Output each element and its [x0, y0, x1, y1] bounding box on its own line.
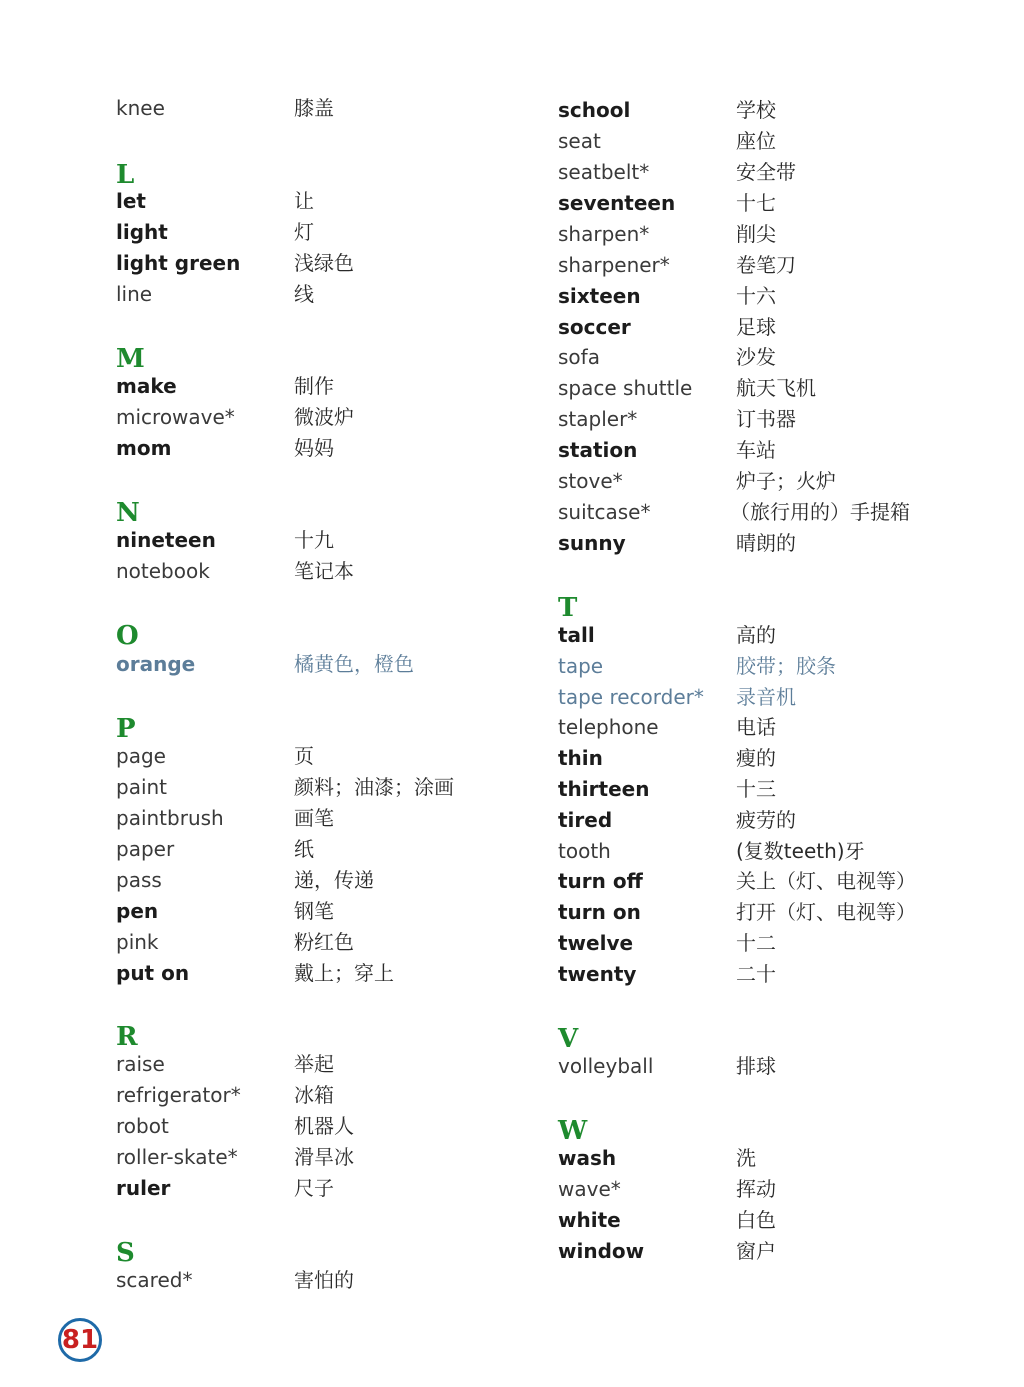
entry-row	[558, 1236, 978, 1267]
section-letter-w: W	[558, 1116, 588, 1146]
entry-meaning: 足球	[736, 315, 776, 339]
entry-word: pen	[116, 899, 159, 923]
entry-word: wave*	[558, 1177, 621, 1201]
entry-word: notebook	[116, 559, 210, 583]
entry-word: stapler*	[558, 407, 638, 431]
entry-word: station	[558, 438, 638, 462]
entry-meaning: 页	[294, 744, 314, 768]
entry-meaning: 打开（灯、电视等）	[736, 900, 916, 924]
entry-meaning: 笔记本	[294, 559, 354, 583]
entry-meaning: 炉子；火炉	[736, 469, 836, 493]
entry-meaning: 车站	[736, 438, 776, 462]
entry-row	[558, 528, 978, 559]
entry-row	[558, 466, 978, 497]
entry-meaning: 窗户	[736, 1239, 776, 1263]
entry-row	[558, 95, 978, 126]
entry-row	[558, 312, 978, 343]
entry-row	[558, 435, 978, 466]
entry-meaning: 挥动	[736, 1177, 776, 1201]
entry-meaning: 尺子	[294, 1176, 334, 1200]
entry-word: sunny	[558, 531, 626, 555]
entry-row	[558, 342, 978, 373]
entry-meaning: 关上（灯、电视等）	[736, 869, 916, 893]
entry-word: roller-skate*	[116, 1145, 238, 1169]
entry-word: thirteen	[558, 777, 650, 801]
entry-row	[558, 1174, 978, 1205]
entry-word: school	[558, 98, 631, 122]
entry-word: wash	[558, 1146, 617, 1170]
entry-meaning: 戴上；穿上	[294, 961, 394, 985]
entry-word: page	[116, 744, 166, 768]
section-letter-m: M	[116, 344, 145, 374]
entry-word: sofa	[558, 345, 600, 369]
entry-meaning: 递，传递	[294, 868, 374, 892]
entry-meaning: 瘦的	[736, 746, 776, 770]
entry-word: orange	[116, 652, 196, 676]
entry-meaning: 白色	[736, 1208, 776, 1232]
entry-meaning: 疲劳的	[736, 808, 796, 832]
entry-row	[558, 126, 978, 157]
entry-word: suitcase*	[558, 500, 651, 524]
entry-meaning: 制作	[294, 374, 334, 398]
entry-word: paintbrush	[116, 806, 224, 830]
entry-meaning: 排球	[736, 1054, 776, 1078]
entry-word: seventeen	[558, 191, 676, 215]
entry-meaning: 座位	[736, 129, 776, 153]
entry-meaning: 灯	[294, 220, 314, 244]
entry-meaning: 安全带	[736, 160, 796, 184]
entry-meaning: 航天飞机	[736, 376, 816, 400]
entry-word: twelve	[558, 931, 634, 955]
entry-meaning: 浅绿色	[294, 251, 354, 275]
entry-word: stove*	[558, 469, 623, 493]
section-letter-p: P	[116, 714, 136, 744]
entry-row	[558, 928, 978, 959]
page-number: 81	[58, 1318, 102, 1362]
entry-row	[558, 250, 978, 281]
entry-meaning: 滑旱冰	[294, 1145, 354, 1169]
entry-word: line	[116, 282, 153, 306]
entry-word: space shuttle	[558, 376, 693, 400]
entry-row	[558, 1143, 978, 1174]
entry-word: seatbelt*	[558, 160, 650, 184]
entry-word: tooth	[558, 839, 611, 863]
entry-row	[558, 897, 978, 928]
entry-row	[558, 620, 978, 651]
entry-word: volleyball	[558, 1054, 654, 1078]
entry-word: white	[558, 1208, 621, 1232]
entry-meaning: 十三	[736, 777, 776, 801]
entry-word: turn on	[558, 900, 641, 924]
entry-meaning: 沙发	[736, 345, 776, 369]
entry-word: pink	[116, 930, 159, 954]
entry-meaning: 录音机	[736, 685, 796, 709]
entry-row	[558, 836, 978, 867]
entry-word: mom	[116, 436, 172, 460]
entry-word: seat	[558, 129, 601, 153]
entry-word: microwave*	[116, 405, 235, 429]
entry-meaning: 颜料；油漆；涂画	[294, 775, 454, 799]
entry-meaning: 画笔	[294, 806, 334, 830]
entry-row	[558, 1051, 978, 1082]
entry-word: paint	[116, 775, 168, 799]
entry-row	[558, 959, 978, 990]
section-letter-t: T	[558, 593, 578, 623]
section-letter-n: N	[116, 498, 140, 528]
entry-word: scared*	[116, 1268, 193, 1292]
entry-word: put on	[116, 961, 190, 985]
entry-meaning: 削尖	[736, 222, 776, 246]
entry-row	[558, 188, 978, 219]
section-letter-s: S	[116, 1238, 135, 1268]
entry-row	[558, 774, 978, 805]
entry-meaning: 学校	[736, 98, 776, 122]
entry-row	[558, 743, 978, 774]
entry-row	[558, 281, 978, 312]
entry-meaning: 机器人	[294, 1114, 354, 1138]
entry-word: light green	[116, 251, 241, 275]
entry-row	[558, 404, 978, 435]
section-letter-l: L	[116, 160, 135, 190]
entry-row	[558, 157, 978, 188]
entry-row	[558, 712, 978, 743]
entry-meaning: （旅行用的）手提箱	[730, 500, 910, 524]
entry-word: sixteen	[558, 284, 641, 308]
entry-word: telephone	[558, 715, 659, 739]
entry-meaning: 微波炉	[294, 405, 354, 429]
entry-word: tired	[558, 808, 613, 832]
entry-row	[558, 219, 978, 250]
entry-row	[558, 805, 978, 836]
entry-word: tape	[558, 654, 604, 678]
entry-meaning: 害怕的	[294, 1268, 354, 1292]
entry-word: nineteen	[116, 528, 216, 552]
entry-row	[558, 682, 978, 713]
section-letter-v: V	[558, 1024, 579, 1054]
entry-meaning: 钢笔	[294, 899, 334, 923]
entry-meaning: 胶带；胶条	[736, 654, 836, 678]
entry-meaning: 二十	[736, 962, 776, 986]
entry-meaning: 电话	[736, 715, 776, 739]
entry-meaning: 卷笔刀	[736, 253, 796, 277]
entry-row	[558, 497, 978, 528]
entry-meaning: 晴朗的	[736, 531, 796, 555]
entry-meaning: 冰箱	[294, 1083, 334, 1107]
entry-word: robot	[116, 1114, 169, 1138]
entry-word: raise	[116, 1052, 165, 1076]
entry-meaning: 十六	[736, 284, 776, 308]
entry-meaning: 纸	[294, 837, 314, 861]
entry-word: light	[116, 220, 168, 244]
entry-word: turn off	[558, 869, 643, 893]
entry-word: ruler	[116, 1176, 171, 1200]
entry-word: soccer	[558, 315, 631, 339]
entry-meaning: 十九	[294, 528, 334, 552]
entry-word: sharpen*	[558, 222, 650, 246]
entry-word: tape recorder*	[558, 685, 704, 709]
entry-meaning: 洗	[736, 1146, 756, 1170]
entry-word: tall	[558, 623, 595, 647]
entry-row	[558, 866, 978, 897]
entry-meaning: 十二	[736, 931, 776, 955]
entry-row	[558, 373, 978, 404]
entry-meaning: 订书器	[736, 407, 796, 431]
entry-word: let	[116, 189, 146, 213]
entry-word: refrigerator*	[116, 1083, 241, 1107]
entry-meaning: 举起	[294, 1052, 334, 1076]
entry-word: twenty	[558, 962, 637, 986]
entry-meaning: 让	[294, 189, 314, 213]
entry-meaning: 粉红色	[294, 930, 354, 954]
entry-word: knee	[116, 96, 165, 120]
entry-meaning: (复数teeth)牙	[736, 839, 865, 863]
entry-word: window	[558, 1239, 645, 1263]
section-letter-r: R	[116, 1022, 138, 1052]
entry-meaning: 橘黄色，橙色	[294, 652, 414, 676]
entry-word: sharpener*	[558, 253, 670, 277]
entry-row	[558, 651, 978, 682]
entry-word: thin	[558, 746, 603, 770]
section-letter-o: O	[116, 621, 139, 651]
entry-word: make	[116, 374, 177, 398]
entry-word: pass	[116, 868, 162, 892]
entry-meaning: 线	[294, 282, 314, 306]
entry-meaning: 妈妈	[294, 436, 334, 460]
entry-word: paper	[116, 837, 175, 861]
entry-meaning: 膝盖	[294, 96, 334, 120]
entry-row	[558, 1205, 978, 1236]
entry-meaning: 高的	[736, 623, 776, 647]
entry-meaning: 十七	[736, 191, 776, 215]
